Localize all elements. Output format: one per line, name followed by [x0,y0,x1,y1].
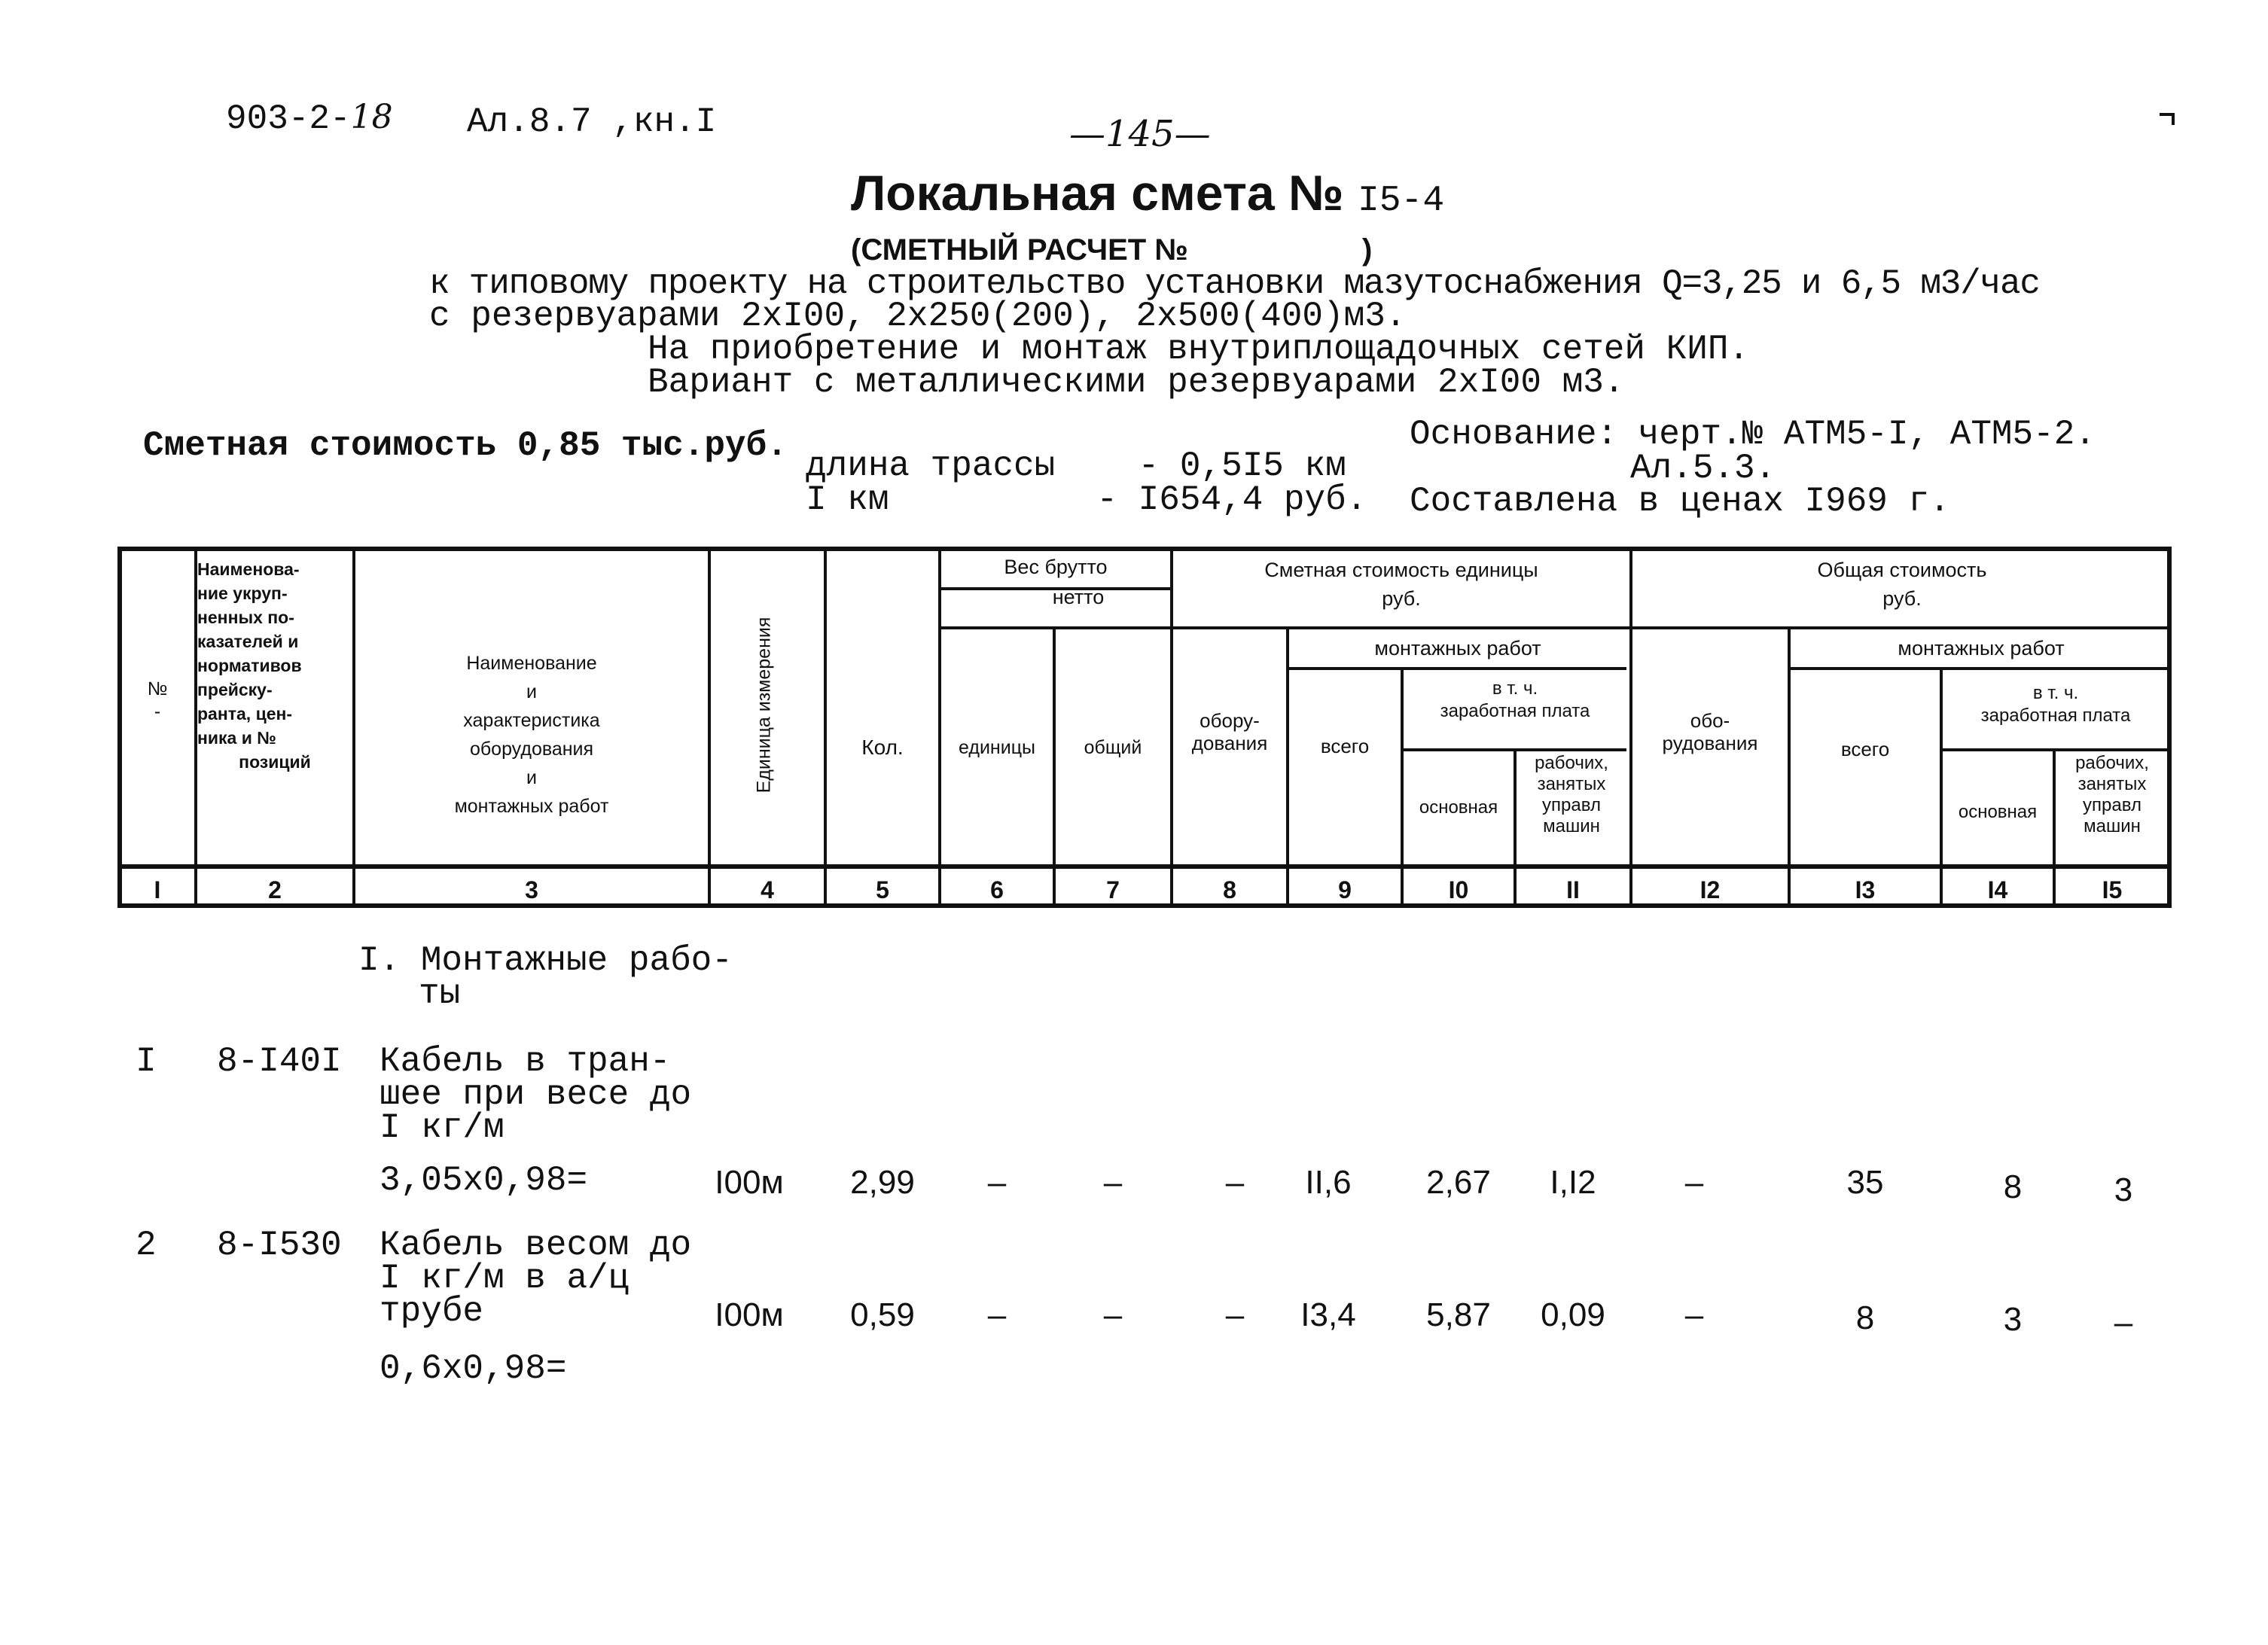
row-1-total-equip: – [1684,1164,1704,1201]
project-line-4: Вариант с металлическими резервуарами 2хI00 м3. [648,363,1625,402]
col-name-line: монтажных работ [454,796,609,817]
row-1-equip: – [1225,1164,1245,1201]
col-name-line: оборудования [469,739,594,760]
row-2-equip: – [1225,1296,1245,1333]
col-equip-line: обору- [1200,709,1260,732]
row-line [938,626,1170,629]
col-machine-line: машин [1543,816,1600,836]
col-number: I5 [2102,876,2123,903]
col-total-basic-header: основная [1958,802,2038,822]
col-total-machine-line: машин [2084,816,2141,836]
doc-code-number: 18 [350,98,393,136]
weight-net-header: нетто [1052,586,1105,608]
col-number: I3 [1855,876,1876,903]
install-works-header: монтажных работ [1374,637,1541,660]
col-line [824,547,827,908]
row-2-number: 2 [136,1226,157,1265]
col-total-machine-line: управл [2083,795,2141,815]
col-name-line: и [526,767,537,788]
wage-line: в т. ч. [1492,678,1538,699]
row-1-machine: I,I2 [1550,1164,1596,1201]
unit-cost-header [1173,556,1629,613]
row-line [1788,667,2172,670]
row-2-total-equip: – [1684,1296,1704,1333]
row-2-weight-unit: – [987,1296,1007,1333]
row-line [1286,667,1626,670]
col-line [708,547,711,908]
col-number: 9 [1338,876,1352,903]
album-ref: Ал.8.7 ,кн.I [467,102,717,142]
subtitle-text: (СМЕТНЫЙ РАСЧЕТ № [851,233,1188,267]
section-title-line: ты [419,974,461,1013]
col-basic-header: основная [1419,797,1498,818]
col-index-line: Наименова- [197,559,300,579]
cost-per-km: I км - I654,4 руб. [806,480,1367,519]
row-2-total-machine: – [2114,1304,2133,1341]
unit-cost-line: Сметная стоимость единицы [1264,559,1538,581]
estimate-subtitle [851,233,1372,267]
col-total-equip-line: рудования [1662,732,1758,754]
estimated-cost: Сметная стоимость 0,85 тыс.руб. [143,426,788,465]
row-2-code: 8-I530 [217,1226,342,1265]
col-index-header [197,557,352,774]
row-1-weight-unit: – [987,1164,1007,1201]
row-1-code: 8-I40I [217,1042,342,1081]
row-1-name-line: шее при весе до [380,1075,692,1114]
col-total-weight-header: общий [1084,737,1142,758]
wage-line: заработная плата [1440,701,1590,721]
col-number: I4 [1987,876,2008,903]
doc-code-prefix: 903-2- [226,99,351,139]
row-1-weight-total: – [1103,1164,1123,1201]
col-name-line: характеристика [463,710,600,731]
row-1-name-line: I кг/м [380,1108,505,1147]
col-no-sign: № [147,678,168,699]
col-number: 3 [525,876,538,903]
wage-header-2 [1943,682,2169,727]
col-index-line: позиций [239,752,311,772]
wage-line: заработная плата [1980,705,2131,726]
project-line-1: к типовому проекту на строительство установки мазутоснабжения Q=3,25 и 6,5 м3/час [429,264,2040,303]
col-total-machine-line: рабочих, [2075,753,2149,773]
row-1-name-line: Кабель в тран- [380,1042,671,1081]
col-equip-header [1173,709,1286,754]
col-index-line: ника и № [197,728,276,748]
row-1-calc: 3,05х0,98= [380,1161,588,1200]
section-title [358,941,733,1013]
estimate-title [851,164,1444,221]
project-line-3: На приобретение и монтаж внутриплощадочных сетей КИП. [648,330,1750,369]
row-2-machine: 0,09 [1541,1296,1605,1333]
col-name-header [355,649,708,821]
row-2-qty: 0,59 [850,1296,915,1333]
row-2-calc: 0,6х0,98= [380,1349,567,1388]
col-no-dash: - [154,701,161,722]
row-2-all: I3,4 [1300,1296,1356,1333]
row-line [1940,748,2172,751]
row-1-name [380,1042,692,1147]
doc-code [226,98,393,139]
col-number: 4 [761,876,774,903]
estimate-title-text: Локальная смета № [851,165,1344,221]
row-1-total-all: 35 [1846,1164,1884,1201]
basis-label: Основание: [1410,415,1618,454]
wage-header [1404,678,1626,723]
row-2-name-line: трубе [380,1292,484,1331]
col-machine-line: управл [1542,795,1601,815]
col-qty-header: Кол. [861,736,904,759]
col-number: 2 [268,876,282,903]
col-number: I [154,876,161,903]
install-works-header-2: монтажных работ [1898,637,2065,660]
weight-header: Вес брутто [1004,556,1108,578]
row-2-unit: I00м [715,1296,784,1333]
col-total-machine-header [2056,753,2169,837]
unit-cost-line: руб. [1382,587,1421,610]
total-cost-line: Общая стоимость [1817,559,1987,581]
col-unit-weight-header: единицы [959,737,1035,758]
price-basis: Составлена в ценах I969 г. [1410,482,1950,521]
total-cost-line: руб. [1882,587,1922,610]
col-index-line: ние укруп- [197,583,288,603]
col-number: I0 [1448,876,1469,903]
col-total-equip-line: обо- [1690,709,1730,732]
section-title-line: I. Монтажные рабо- [358,941,733,980]
col-equip-line: дования [1191,732,1268,754]
col-index-line: казателей и [197,632,299,651]
basis [1410,415,2096,454]
route-length: длина трассы - 0,5I5 км [806,446,1346,486]
col-total-all-header: всего [1840,738,1890,760]
col-name-line: и [526,681,537,702]
row-2-weight-total: – [1103,1296,1123,1333]
col-machine-header [1517,753,1626,837]
col-number: I2 [1699,876,1721,903]
basis-album: Ал.5.3. [1630,449,1776,488]
col-number: 5 [876,876,889,903]
row-line [1401,748,1626,751]
col-index-line: прейску- [197,680,273,699]
col-machine-line: занятых [1537,774,1606,794]
page-number: —145— [1069,113,1211,155]
col-number: 8 [1223,876,1236,903]
row-2-basic: 5,87 [1426,1296,1491,1333]
col-index-line: нормативов [197,656,302,675]
row-1-all: II,6 [1305,1164,1352,1201]
col-index-line: ранта, цен- [197,704,293,723]
col-number: 7 [1106,876,1120,903]
row-1-number: I [136,1042,157,1081]
estimate-number: I5-4 [1357,181,1445,221]
row-2-total-all: 8 [1855,1299,1875,1336]
project-line-2: с резервуарами 2хI00, 2х250(200), 2х500(400)м3. [429,297,1407,336]
total-cost-header [1632,556,2172,613]
col-total-machine-line: занятых [2077,774,2147,794]
row-2-total-basic: 3 [2003,1301,2023,1338]
row-1-total-basic: 8 [2003,1168,2023,1205]
wage-line: в т. ч. [2032,683,2079,703]
col-machine-line: рабочих, [1535,753,1608,773]
col-name-line: Наименование [466,653,597,674]
col-no-header [120,678,194,723]
col-number: 6 [990,876,1004,903]
row-2-name-line: Кабель весом до [380,1226,692,1265]
basis-value: черт.№ АТМ5-I, АТМ5-2. [1638,415,2096,454]
row-1-basic: 2,67 [1426,1164,1491,1201]
row-1-unit: I00м [715,1164,784,1201]
corner-mark-tick [2172,113,2175,125]
subtitle-close: ) [1362,233,1373,267]
row-2-name [380,1226,692,1331]
col-number: II [1566,876,1580,903]
col-unit-header: Единица измерения [753,617,775,794]
col-index-line: ненных по- [197,608,294,627]
row-line [1170,626,2172,629]
row-2-name-line: I кг/м в а/ц [380,1259,629,1298]
row-line [117,864,2172,869]
col-total-equip-header [1632,709,1788,754]
col-all-header: всего [1320,735,1370,757]
row-1-total-machine: 3 [2114,1171,2133,1208]
row-1-qty: 2,99 [850,1164,915,1201]
